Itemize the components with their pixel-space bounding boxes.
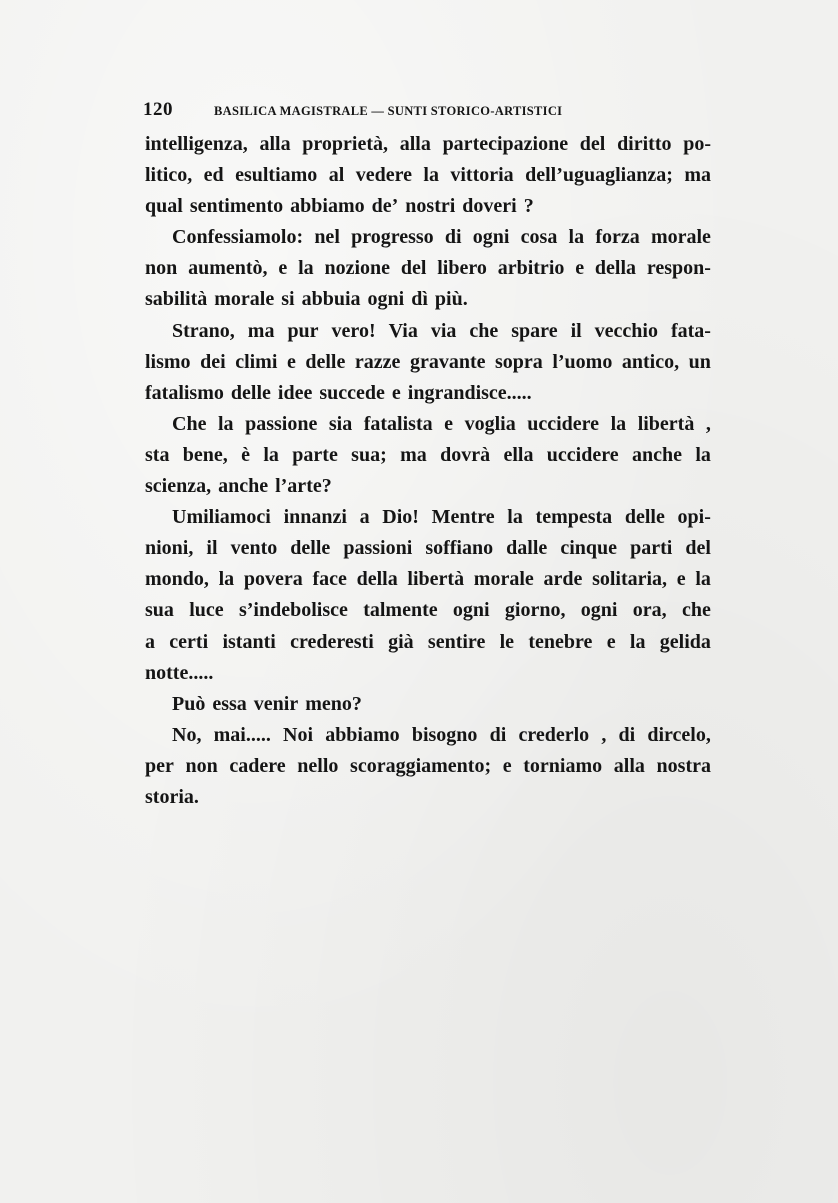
- text-line: qual sentimento abbiamo de’ nostri doveri ?: [145, 195, 534, 218]
- text-line: notte.....: [145, 661, 214, 684]
- page-number: 120: [143, 99, 173, 120]
- text-line: litico, ed esultiamo al vedere la vittoria dell’uguaglianza; ma: [145, 164, 711, 187]
- text-line: scienza, anche l’arte?: [145, 475, 332, 498]
- text-line: fatalismo delle idee succede e ingrandisce.....: [145, 381, 532, 404]
- text-line: lismo dei climi e delle razze gravante sopra l’uomo antico, un: [145, 350, 711, 373]
- text-line: Può essa venir meno?: [172, 692, 362, 715]
- text-line: a certi istanti crederesti già sentire le tenebre e la gelida: [145, 630, 711, 653]
- text-line: sabilità morale si abbuia ogni dì più.: [145, 288, 468, 311]
- running-title: BASILICA MAGISTRALE — SUNTI STORICO-ARTISTICI: [214, 104, 563, 118]
- text-line: Umiliamoci innanzi a Dio! Mentre la tempesta delle opi-: [172, 506, 711, 529]
- text-line: Che la passione sia fatalista e voglia uccidere la libertà ,: [172, 412, 711, 435]
- text-line: Strano, ma pur vero! Via via che spare il vecchio fata-: [172, 319, 711, 342]
- text-line: sta bene, è la parte sua; ma dovrà ella uccidere anche la: [145, 443, 711, 466]
- text-line: mondo, la povera face della libertà morale arde solitaria, e la: [145, 568, 711, 591]
- text-line: per non cadere nello scoraggiamento; e torniamo alla nostra: [145, 754, 711, 777]
- text-line: sua luce s’indebolisce talmente ogni giorno, ogni ora, che: [145, 599, 711, 622]
- text-line: Confessiamolo: nel progresso di ogni cosa la forza morale: [172, 226, 711, 249]
- body-text: [145, 129, 711, 813]
- page-header: [143, 99, 613, 121]
- text-line: No, mai..... Noi abbiamo bisogno di crederlo , di dircelo,: [172, 723, 711, 746]
- text-line: intelligenza, alla proprietà, alla partecipazione del diritto po-: [145, 133, 711, 155]
- text-line: non aumentò, e la nozione del libero arbitrio e della respon-: [145, 257, 711, 280]
- text-line: nioni, il vento delle passioni soffiano dalle cinque parti del: [145, 537, 711, 560]
- text-line: storia.: [145, 785, 199, 808]
